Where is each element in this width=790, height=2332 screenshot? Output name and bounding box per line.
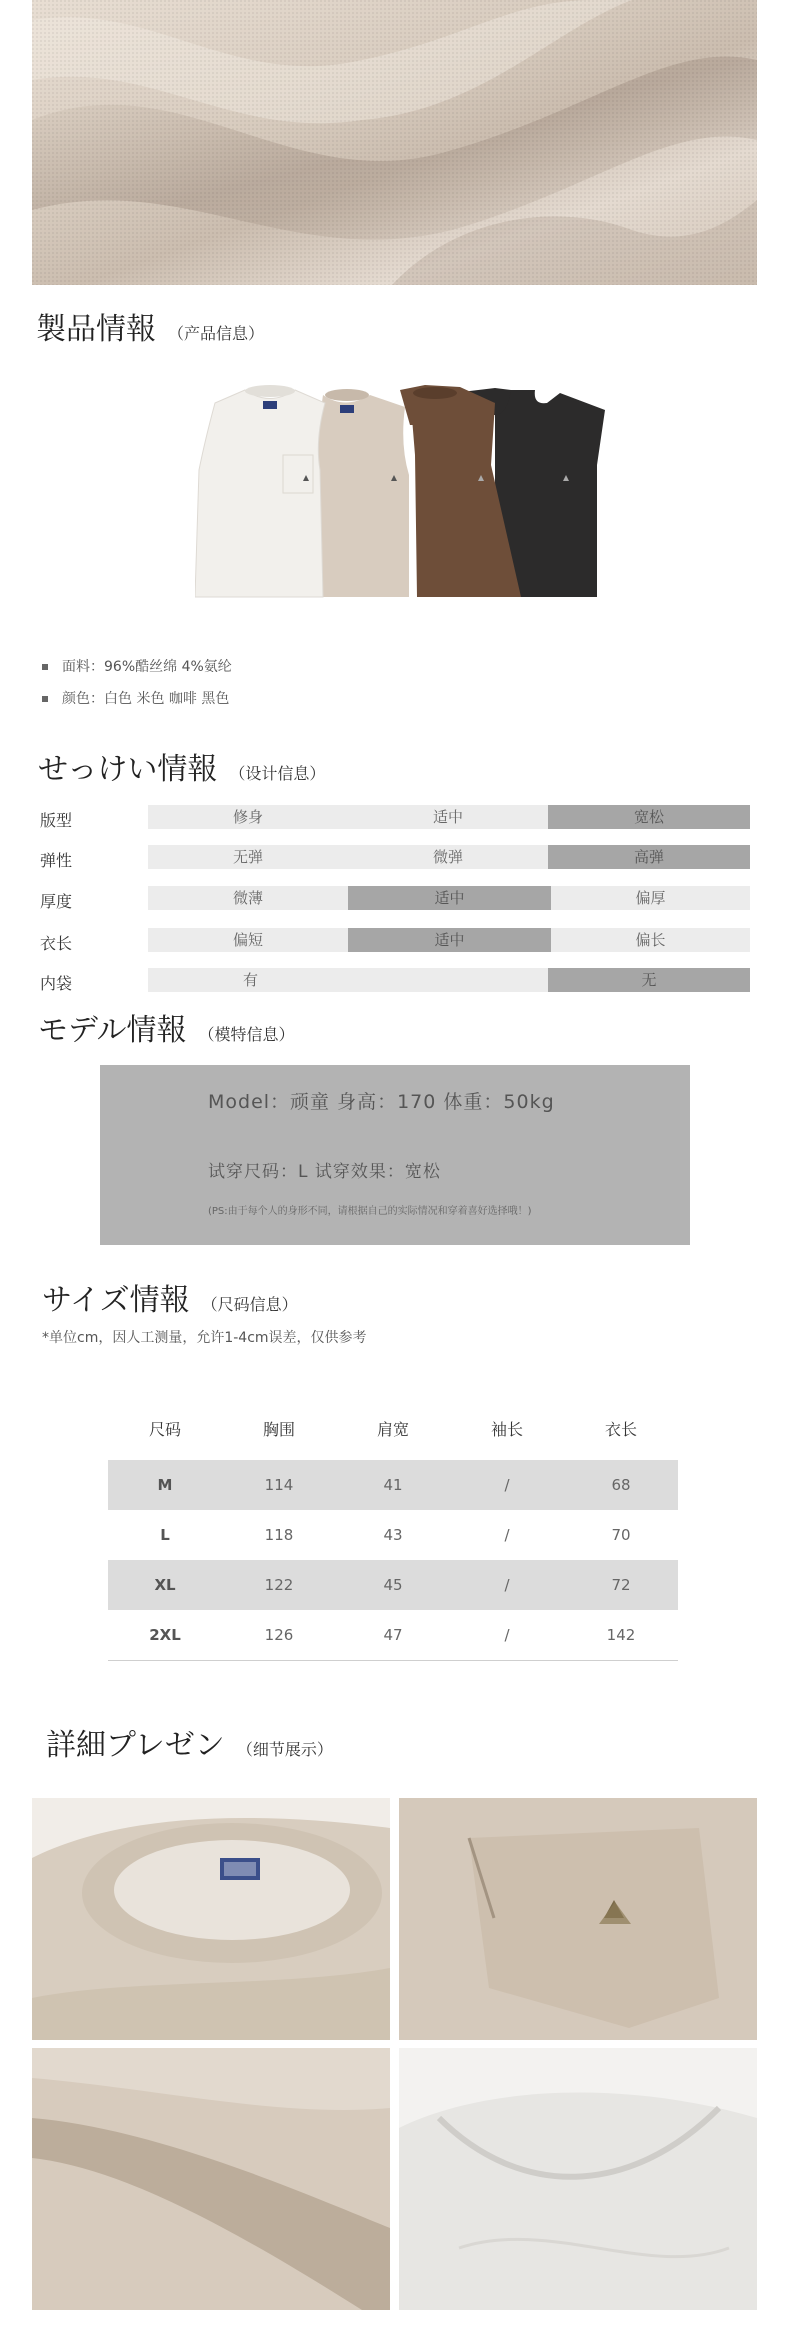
size-info-heading	[42, 1275, 298, 1319]
bullet-square-icon	[42, 696, 48, 702]
length-option-medium: 适中	[348, 928, 551, 952]
pocket-option-yes: 有	[148, 968, 548, 992]
length-option-short: 偏短	[148, 928, 348, 952]
bullet-square-icon	[42, 664, 48, 670]
header-size: 尺码	[148, 1420, 181, 1439]
spec-fabric: 面料：96%酷丝绵 4%氨纶	[42, 656, 232, 676]
fabric-hero-image	[32, 0, 757, 285]
header-shoulder: 肩宽	[376, 1420, 409, 1439]
beige-vest-image	[313, 389, 409, 597]
thickness-option-thick: 偏厚	[551, 886, 750, 910]
detail-info-title: 詳細プレゼン	[46, 1728, 225, 1763]
model-stats: Model：顽童 身高：170 体重：50kg	[208, 1091, 555, 1113]
white-vest-image	[195, 385, 325, 597]
design-row-thickness: 厚度 微薄 适中 偏厚	[40, 886, 750, 912]
table-row: XL 122 45 / 72	[108, 1560, 678, 1610]
pocket-option-no: 无	[548, 968, 750, 992]
fit-option-loose: 宽松	[548, 805, 750, 829]
design-row-inner-pocket: 内袋 有 无	[40, 968, 750, 994]
header-chest: 胸围	[262, 1420, 295, 1439]
detail-info-heading	[46, 1720, 333, 1764]
product-info-title: 製品情報	[36, 312, 156, 347]
detail-collar-photo	[32, 1798, 390, 2040]
design-info-title: せっけい情報	[38, 752, 218, 787]
size-info-title: サイズ情報	[42, 1283, 190, 1318]
size-info-subtitle: （尺码信息）	[201, 1295, 298, 1314]
model-fit: 试穿尺码：L 试穿效果：宽松	[208, 1162, 441, 1182]
product-info-heading	[36, 304, 264, 348]
thickness-option-thin: 微薄	[148, 886, 348, 910]
fit-option-slim: 修身	[148, 805, 348, 829]
model-info-heading	[38, 1005, 295, 1049]
fit-option-regular: 适中	[348, 805, 548, 829]
thickness-option-medium: 适中	[348, 886, 551, 910]
size-table	[108, 1400, 678, 1661]
product-info-subtitle: （产品信息）	[168, 324, 265, 343]
table-bottom-rule	[108, 1660, 678, 1661]
size-note: *单位cm，因人工测量，允许1-4cm误差，仅供参考	[42, 1330, 367, 1346]
header-length: 衣长	[604, 1420, 637, 1439]
length-option-long: 偏长	[551, 928, 750, 952]
header-sleeve: 袖长	[490, 1420, 523, 1439]
detail-neckline-photo	[399, 2048, 757, 2310]
spec-colors: 颜色：白色 米色 咖啡 黑色	[42, 688, 229, 708]
detail-info-subtitle: （细节展示）	[236, 1740, 333, 1759]
design-row-length: 衣长 偏短 适中 偏长	[40, 928, 750, 954]
product-color-lineup-image	[195, 385, 605, 600]
model-info-subtitle: （模特信息）	[198, 1025, 295, 1044]
size-table-header	[108, 1400, 678, 1460]
design-info-subtitle: （设计信息）	[229, 764, 326, 783]
table-row: 2XL 126 47 / 142	[149, 1626, 636, 1644]
table-row: M 114 41 / 68	[108, 1460, 678, 1510]
elasticity-option-high: 高弹	[548, 845, 750, 869]
detail-pocket-photo	[399, 1798, 757, 2040]
detail-hem-photo	[32, 2048, 390, 2310]
model-info-title: モデル情報	[38, 1013, 187, 1048]
table-row: L 118 43 / 70	[160, 1526, 631, 1544]
elasticity-option-none: 无弹	[148, 845, 348, 869]
model-info-box	[100, 1065, 690, 1245]
elasticity-option-slight: 微弹	[348, 845, 548, 869]
design-info-heading	[38, 744, 325, 788]
design-row-elasticity: 弹性 无弹 微弹 高弹	[40, 845, 750, 871]
model-note: (PS:由于每个人的身形不同，请根据自己的实际情况和穿着喜好选择哦！)	[208, 1206, 532, 1217]
design-row-fit: 版型 修身 适中 宽松	[40, 805, 750, 831]
